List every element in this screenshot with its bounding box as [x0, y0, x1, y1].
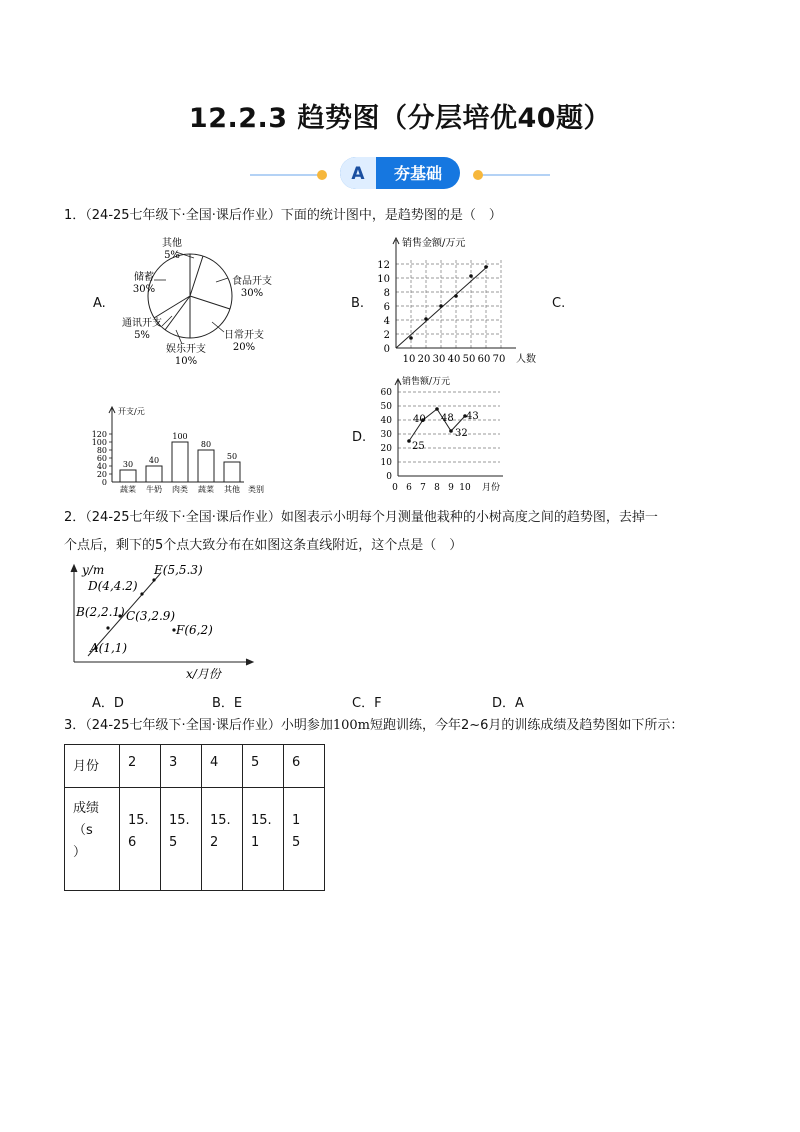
y-axis-label: 开支/元 [118, 407, 145, 416]
bar [224, 462, 240, 482]
bar-value: 50 [226, 452, 238, 461]
score-header-line: ） [73, 845, 87, 860]
point-label: D(4,4.2) [88, 579, 138, 593]
x-axis-label: 月份 [482, 483, 501, 493]
x-tick: 30 [432, 354, 446, 365]
x-axis-label: 人数 [516, 354, 536, 365]
table-cell-month: 2 [120, 745, 161, 788]
bar-value: 80 [200, 440, 212, 449]
bar-value: 30 [122, 460, 134, 469]
x-tick: 60 [477, 354, 491, 365]
score-part: 5 [169, 835, 178, 850]
q2-text-line1: 如图表示小明每个月测量他栽种的小树高度之间的趋势图，去掉一 [280, 510, 658, 525]
pie-pct: 5% [164, 250, 180, 261]
x-tick: 20 [417, 354, 431, 365]
x-axis-label: 类别 [248, 485, 264, 494]
point-label: 25 [412, 441, 425, 452]
score-part: 15. [128, 813, 149, 828]
q1-option-b[interactable]: B. [351, 296, 365, 311]
y-tick: 60 [96, 454, 107, 463]
y-tick: 2 [383, 330, 390, 341]
score-part: 15. [169, 813, 190, 828]
x-tick: 10 [402, 354, 416, 365]
q2-option-a[interactable]: A．D [92, 696, 124, 711]
q2-option-d[interactable]: D．A [492, 696, 524, 711]
category-label: 肉类 [172, 485, 188, 494]
banner-dot-right [473, 170, 483, 180]
point-label: 48 [441, 413, 454, 424]
table-cell-score [284, 788, 325, 891]
q3-number: 3． [64, 718, 86, 733]
pie-sector-line [154, 296, 190, 318]
y-tick: 60 [380, 388, 392, 398]
score-part: 15. [251, 813, 272, 828]
table-cell-score [161, 788, 202, 891]
point-label: A(1,1) [90, 641, 128, 655]
point-label: E(5,5.3) [154, 563, 203, 577]
section-label: 夯基础 [393, 164, 443, 183]
q1-source: （24-25七年级下·全国·课后作业） [85, 208, 281, 223]
bar-value: 100 [172, 432, 188, 441]
q1-option-a[interactable]: A. [93, 296, 106, 311]
y-tick: 20 [380, 444, 392, 454]
question-2 [64, 508, 744, 556]
y-tick: 6 [383, 302, 390, 313]
page-title: 12.2.3 趋势图（分层培优40题） [188, 103, 612, 134]
pie-pct: 20% [232, 342, 256, 353]
bar [172, 442, 188, 482]
category-label: 蔬菜 [198, 485, 214, 494]
table-cell-score [243, 788, 284, 891]
bar-value: 40 [148, 456, 160, 465]
x-tick: 7 [420, 483, 426, 493]
point-label: B(2,2.1) [76, 605, 125, 619]
q2-number: 2． [64, 510, 86, 525]
pie-sector-line [165, 296, 190, 330]
score-header-line: 成绩 [73, 801, 100, 816]
category-label: 蔬菜 [120, 485, 136, 494]
q2-trend-graph [62, 560, 262, 684]
x-tick: 50 [462, 354, 476, 365]
score-table [64, 744, 325, 891]
pie-sector-line [190, 296, 230, 309]
point-label: F(6,2) [176, 623, 213, 637]
question-1 [64, 206, 502, 226]
y-tick: 10 [377, 274, 390, 285]
pie-label: 通讯开支 [122, 318, 162, 329]
bar [120, 470, 136, 482]
y-tick: 0 [101, 478, 107, 487]
q2-option-c[interactable]: C．F [352, 696, 382, 711]
x-tick: 6 [406, 483, 412, 493]
pie-pct: 30% [240, 288, 264, 299]
pie-sector-line [190, 256, 203, 296]
table-row [65, 745, 325, 788]
pie-pct: 5% [134, 330, 150, 341]
table-header-month: 月份 [65, 745, 120, 788]
x-tick: 9 [448, 483, 454, 493]
y-tick: 50 [380, 402, 392, 412]
x-tick: 70 [492, 354, 506, 365]
x-tick: 8 [434, 483, 440, 493]
y-tick: 12 [377, 260, 390, 271]
table-cell-month: 3 [161, 745, 202, 788]
y-tick: 0 [386, 472, 392, 482]
y-tick: 0 [383, 344, 390, 355]
score-part: 1 [292, 813, 301, 828]
y-tick: 4 [383, 316, 390, 327]
chart-d-line [378, 374, 528, 496]
pie-label: 其他 [162, 238, 182, 249]
table-cell-score [202, 788, 243, 891]
pie-chart [120, 236, 300, 366]
y-axis-label: 销售金额/万元 [402, 238, 466, 249]
pie-pct: 10% [174, 356, 198, 366]
q1-option-d[interactable]: D. [352, 430, 367, 445]
q1-number: 1． [64, 208, 86, 223]
pie-label: 娱乐开支 [166, 344, 206, 355]
y-tick: 20 [96, 470, 107, 479]
category-label: 其他 [224, 485, 240, 494]
score-part: 2 [210, 835, 219, 850]
bars [120, 442, 240, 482]
q2-text-line2: 个点后，剩下的5个点大致分布在如图这条直线附近，这个点是（ ） [64, 538, 463, 553]
y-tick: 8 [383, 288, 390, 299]
x-axis-label: x/月份 [186, 667, 221, 681]
chart-c-bar [92, 404, 282, 496]
y-tick: 40 [96, 462, 107, 471]
x-tick: 40 [447, 354, 461, 365]
q2-source: （24-25七年级下·全国·课后作业） [85, 510, 281, 525]
score-part: 15. [210, 813, 231, 828]
score-header-line: （s [73, 823, 93, 838]
q3-text-post: 短跑训练，今年2~6月的训练成绩及趋势图如下所示： [369, 718, 684, 733]
y-tick: 120 [92, 430, 107, 439]
pie-pct: 30% [132, 284, 156, 295]
score-part: 6 [128, 835, 137, 850]
y-tick: 30 [380, 430, 392, 440]
y-tick: 40 [380, 416, 392, 426]
y-axis-label: y/m [82, 563, 105, 577]
x-tick: 0 [392, 483, 398, 493]
y-tick: 100 [92, 438, 107, 447]
y-tick: 80 [96, 446, 107, 455]
q1-option-c[interactable]: C. [552, 296, 566, 311]
q3-source: （24-25七年级下·全国·课后作业） [85, 718, 281, 733]
grid [396, 260, 501, 348]
bar [198, 450, 214, 482]
point-label: C(3,2.9) [126, 609, 176, 623]
pie-label: 日常开支 [224, 330, 264, 341]
table-cell-score [120, 788, 161, 891]
point-label: 43 [466, 411, 479, 422]
pie-label: 储蓄 [134, 272, 154, 283]
point-label: 32 [455, 428, 468, 439]
section-letter: A [351, 164, 365, 184]
question-3 [64, 716, 764, 736]
table-row [65, 788, 325, 891]
y-tick: 10 [380, 458, 392, 468]
chart-b-scatter [366, 232, 546, 368]
table-cell-month: 4 [202, 745, 243, 788]
section-banner [250, 155, 550, 191]
score-part: 5 [292, 835, 301, 850]
banner-dot-left [317, 170, 327, 180]
category-label: 牛奶 [146, 485, 162, 494]
pie-label: 食品开支 [232, 276, 272, 287]
y-axis-label: 销售额/万元 [402, 377, 451, 387]
q1-text: 下面的统计图中，是趋势图的是（ ） [280, 208, 502, 223]
score-part: 1 [251, 835, 260, 850]
q3-text-pre: 小明参加 [280, 718, 333, 733]
table-cell-month: 6 [284, 745, 325, 788]
point-label: 40 [413, 414, 426, 425]
q3-distance: 100m [332, 718, 370, 733]
q2-option-b[interactable]: B．E [212, 696, 243, 711]
x-tick: 10 [459, 483, 471, 493]
table-cell-month: 5 [243, 745, 284, 788]
table-header-score [65, 788, 120, 891]
bar [146, 466, 162, 482]
